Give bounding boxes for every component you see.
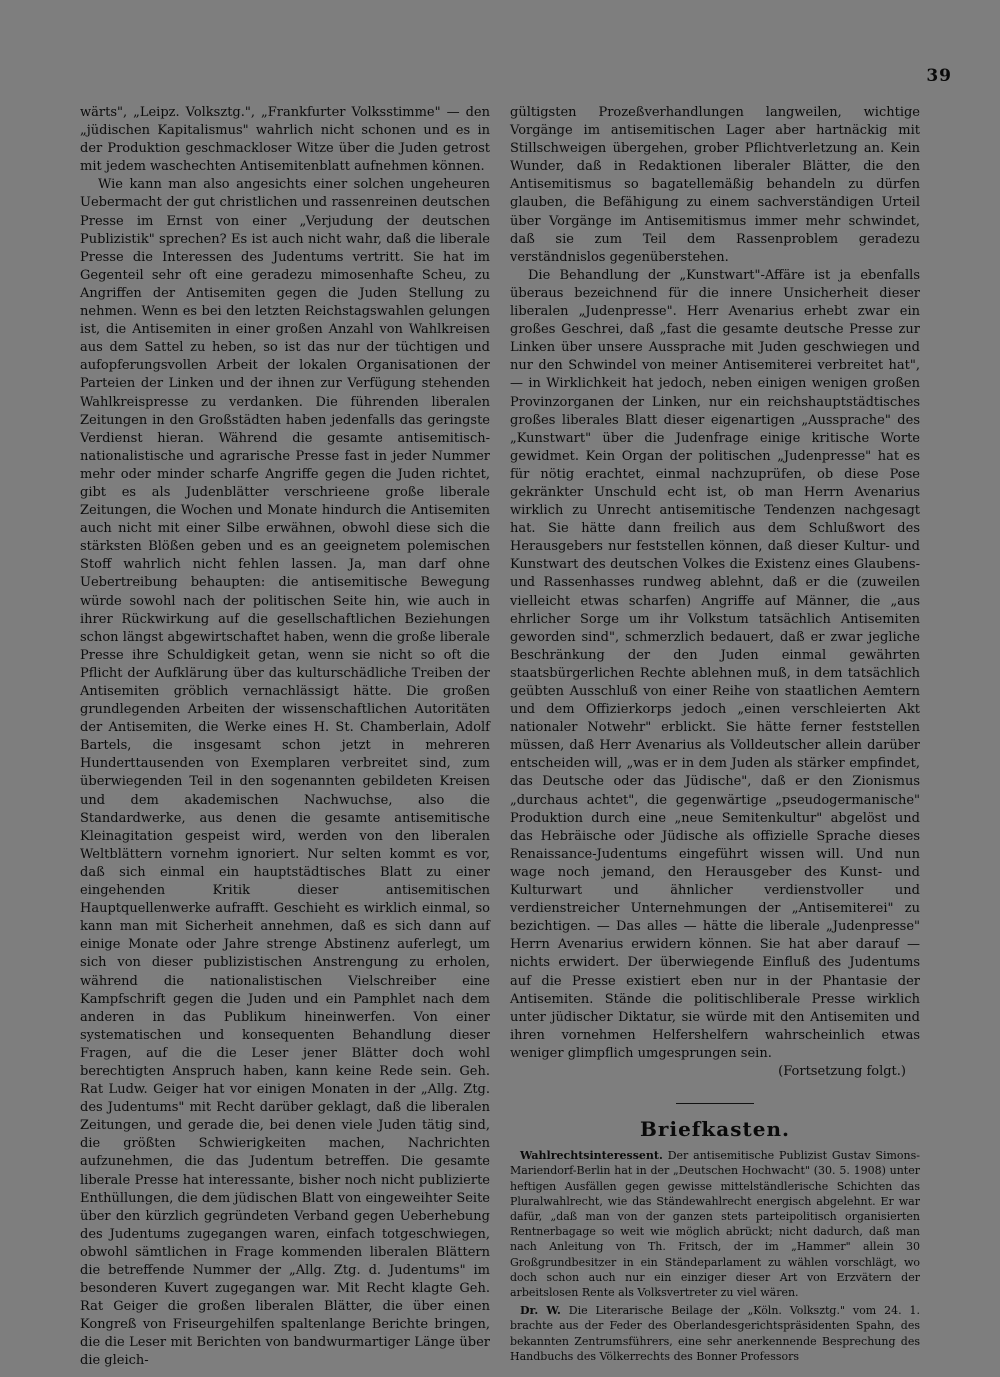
left-column (80, 104, 490, 1371)
continuation-note: (Fortsetzung folgt.) (778, 1063, 906, 1079)
letter-lead: Wahlrechtsinteressent. (520, 1149, 663, 1163)
paragraph: Die Behandlung der „Kunstwart"-Affäre ist ja ebenfalls überaus bezeichnend für die innere Unsicherheit dieser liberalen „Judenpresse". Herr Avenarius erhebt zwar ein großes Geschrei, daß „fast die gesamte deutsche Presse zur Linken über unsere Aussprache mit Juden geschwiegen und nur den Schwindel von meiner Antisemiterei verbreitet hat", — in Wirklichkeit hat jedoch, neben einigen wenigen großen Provinzorganen der Linken, nur ein reichshauptstädtisches großes liberales Blatt dieser eigenartigen „Aussprache" des „Kunstwart" über die Judenfrage einige kritische Worte gewidmet. Kein Organ der politischen „Judenpresse" hat es für nötig erachtet, einmal nachzuprüfen, ob diese Pose gekränkter Unschuld echt ist, ob man Herrn Avenarius wirklich zu Unrecht antisemitische Tendenzen nachgesagt hat. Sie hätte dann freilich aus dem Schlußwort des Herausgebers nur feststellen können, daß dieser Kultur- und Kunstwart des deutschen Volkes die Existenz eines Glaubens- und Rassenhasses rundweg ablehnt, daß er die (zuweilen vielleicht etwas scharfen) Angriffe auf Männer, die „aus ehrlicher Sorge um ihr Volkstum tatsächlich Antisemiten geworden sind", schmerzlich bedauert, daß er zwar jegliche Beschränkung der den Juden einmal gewährten staatsbürgerlichen Rechte ablehnen muß, in dem tatsächlich geübten Ausschluß von einer Reihe von staatlichen Aemtern und dem Offizierkorps jedoch „einen verschleierten Akt nationaler Notwehr" erblickt. Sie hätte ferner feststellen müssen, daß Herr Avenarius als Volldeutscher allein darüber entscheiden will, „was er in dem Juden als stärker empfindet, das Deutsche oder das Jüdische", daß er den Zionismus „durchaus achtet", die gegenwärtige „pseudogermanische" Produktion durch eine „neue Semitenkultur" abgelöst und das Hebräische oder Jüdische als offizielle Sprache dieses Renaissance-Judentums eingeführt wissen will. Und nun wage noch jemand, den Herausgeber des Kunst- und Kulturwart und ähnlicher verdienstvoller und verdienstreicher Unternehmungen der „Antisemiterei" zu bezichtigen. — Das alles — hätte die liberale „Judenpresse" Herrn Avenarius erwidern können. Sie hat aber darauf — nichts erwidert. Der überwiegende Einfluß des Judentums auf die Presse existiert eben nur in der Phantasie der Antisemiten. Stände die politischliberale Presse wirklich unter jüdischer Diktatur, sie würde mit den Antisemiten und ihren vornehmen Helfershelfern wahrscheinlich etwas weniger glimpflich umgesprungen sein. (510, 267, 920, 1061)
letter-entry (510, 1148, 920, 1300)
page-number: 39 (926, 66, 952, 86)
letter-entry (510, 1303, 920, 1364)
paragraph: Wie kann man also angesichts einer solchen ungeheuren Uebermacht der gut christlichen und rassenreinen deutschen Presse im Ernst von einer „Verjudung der deutschen Publizistik" sprechen? Es ist auch nicht wahr, daß die liberale Presse die Interessen des Judentums vertritt. Sie hat im Gegenteil sehr oft eine geradezu mimosenhafte Scheu, zu Angriffen der Antisemiten gegen die Juden Stellung zu nehmen. Wenn es bei den letzten Reichstagswahlen gelungen ist, die Antisemiten in einer großen Anzahl von Wahlkreisen aus dem Sattel zu heben, so ist das nur der tüchtigen und aufopferungsvollen Arbeit der lokalen Organisationen der Parteien der Linken und der ihnen zur Verfügung stehenden Wahlkreispresse zu verdanken. Die führenden liberalen Zeitungen in den Großstädten haben jedenfalls das geringste Verdienst hieran. Während die gesamte antisemitisch-nationalistische und agrarische Presse fast in jeder Nummer mehr oder minder scharfe Angriffe gegen die Juden richtet, gibt es als Judenblätter verschrieene große liberale Zeitungen, die Wochen und Monate hindurch die Antisemiten auch nicht mit einer Silbe erwähnen, obwohl diese sich die stärksten Blößen geben und es an geeignetem polemischen Stoff wahrlich nicht fehlen lassen. Ja, man darf ohne Uebertreibung behaupten: die antisemitische Bewegung würde sowohl nach der politischen Seite hin, wie auch in ihrer Rückwirkung auf die gesellschaftlichen Beziehungen schon längst abgewirtschaftet haben, wenn die große liberale Presse ihre Schuldigkeit getan, wenn sie nicht so oft die Pflicht der Aufklärung über das kulturschädliche Treiben der Antisemiten gröblich vernachlässigt hätte. Die großen grundlegenden Arbeiten der wissenschaftlichen Autoritäten der Antisemiten, die Werke eines H. St. Chamberlain, Adolf Bartels, die insgesamt schon jetzt in mehreren Hunderttausenden von Exemplaren verbreitet sind, zum überwiegenden Teil in den sogenannten gebildeten Kreisen und dem akademischen Nachwuchse, also die Standardwerke, aus denen die gesamte antisemitische Kleinagitation gespeist wird, werden von den liberalen Weltblättern vornehm ignoriert. Nur selten kommt es vor, daß sich einmal ein hauptstädtisches Blatt zu einer eingehenden Kritik dieser antisemitischen Hauptquellenwerke aufrafft. Geschieht es wirklich einmal, so kann man mit Sicherheit annehmen, daß es sich dann auf einige Monate oder Jahre strenge Abstinenz auferlegt, um sich von dieser publizistischen Anstrengung zu erholen, während die nationalistischen Vielschreiber eine Kampfschrift gegen die Juden und ein Pamphlet nach dem anderen in das Publikum hineinwerfen. Von einer systematischen und konsequenten Behandlung dieser Fragen, auf die die Leser jener Blätter doch wohl berechtigten Anspruch haben, kann keine Rede sein. Geh. Rat Ludw. Geiger hat vor einigen Monaten in der „Allg. Ztg. des Judentums" mit Recht darüber geklagt, daß die liberalen Zeitungen, und gerade die, bei denen viele Juden tätig sind, die größten Schwierigkeiten machen, Nachrichten aufzunehmen, die das Judentum betreffen. Die gesamte liberale Presse hat interessante, bisher noch nicht publizierte Enthüllungen, die dem jüdischen Blatt von eingeweihter Seite über den kürzlich gegründeten Verband gegen Ueberhebung des Judentums zugegangen waren, einfach totgeschwiegen, obwohl sämtlichen in Frage kommenden liberalen Blättern die betreffende Nummer der „Allg. Ztg. d. Judentums" im besonderen Kuvert zugegangen war. Mit Recht klagte Geh. Rat Geiger die großen liberalen Blätter, die über einen Kongreß von Friseurgehilfen spaltenlange Berichte bringen, die die Leser mit Berichten von bandwurmartiger Länge über die gleich- (80, 177, 490, 1369)
paragraph: gültigsten Prozeßverhandlungen langweilen, wichtige Vorgänge im antisemitischen Lager aber hartnäckig mit Stillschweigen übergehen, grober Pflichtverletzung an. Kein Wunder, daß in Redaktionen liberaler Blätter, die den Antisemitismus so bagatellemäßig behandeln zu dürfen glauben, die Befähigung zu einem sachverständigen Urteil über Vorgänge im Antisemitismus immer mehr schwindet, daß sie zum Teil dem Rassenproblem geradezu verständnislos gegenüberstehen. (510, 105, 920, 265)
letter-text: Der antisemitische Publizist Gustav Simons-Mariendorf-Berlin hat in der „Deutschen Hochwacht" (30. 5. 1908) unter heftigen Ausfällen gegen gewisse mittelständlerische Schichten das Pluralwahlrecht, wie das Ständewahlrecht energisch abgelehnt. Er war dafür, „daß man von der ganzen stets parteipolitisch organisierten Rentnerbagage so weit wie möglich abrückt; nicht dadurch, daß man nach Anleitung von Th. Fritsch, der im „Hammer" allein 30 Großgrundbesitzer in ein Ständeparlament zu wählen vorschlägt, wo doch schon auch nur ein einziger dieser Art von Erzvätern der arbeitslosen Rente als Volksvertreter zu viel wären. (510, 1149, 920, 1299)
right-column (510, 104, 920, 1367)
letters-section (510, 1148, 920, 1364)
paragraph: wärts", „Leipz. Volksztg.", „Frankfurter Volksstimme" — den „jüdischen Kapitalismus" wahrlich nicht schonen und es in der Produktion geschmackloser Witze über die Juden getrost mit jedem waschechten Antisemitenblatt aufnehmen können. (80, 105, 490, 175)
section-heading: Briefkasten. (640, 1117, 790, 1142)
letter-text: Die Literarische Beilage der „Köln. Volksztg." vom 24. 1. brachte aus der Feder des Oberlandesgerichtspräsidenten Spahn, des bekannten Zentrumsführers, eine sehr anerkennende Besprechung des Handbuchs des Völkerrechts des Bonner Professors (510, 1304, 920, 1363)
letter-lead: Dr. W. (520, 1304, 561, 1318)
section-divider (676, 1103, 754, 1104)
